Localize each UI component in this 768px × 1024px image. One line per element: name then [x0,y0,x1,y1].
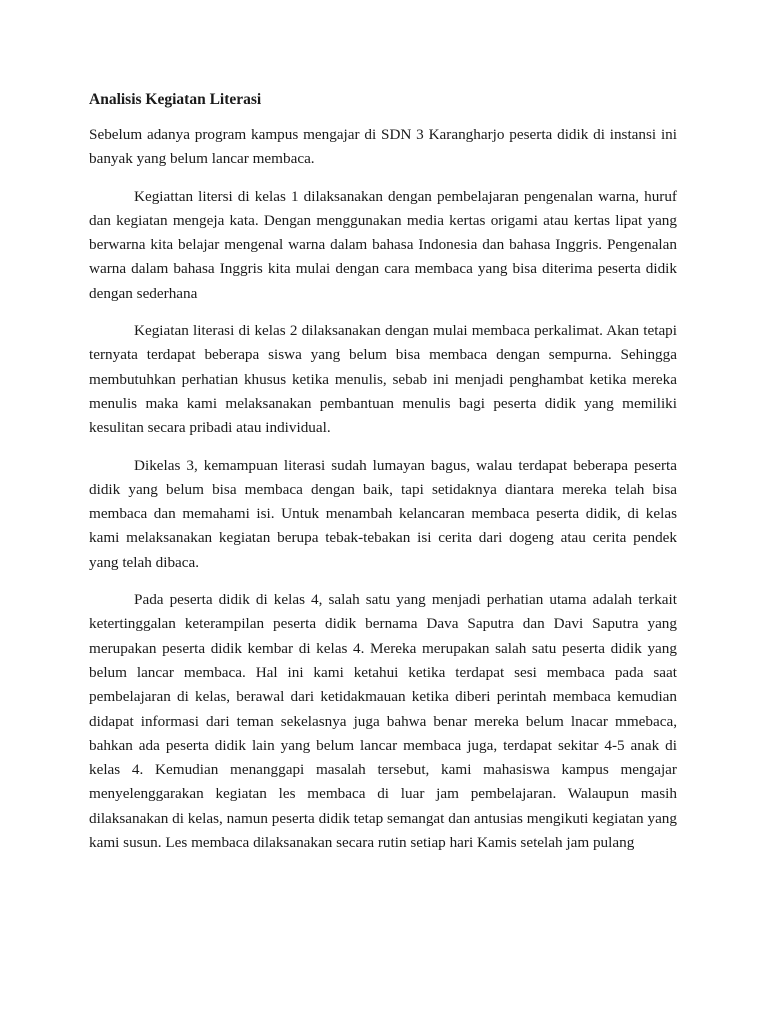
paragraph-kelas-2: Kegiatan literasi di kelas 2 dilaksanakan dengan mulai membaca perkalimat. Akan tetapi ternyata terdapat beberapa siswa yang belum bisa membaca dengan sempurna. Sehingga membutuhkan perhatian khusus ketika menulis, sebab ini menjadi penghambat ketika mereka menulis maka kami melaksanakan pembantuan menulis bagi peserta didik yang memiliki kesulitan secara pribadi atau individual. [89,322,677,437]
document-title: Analisis Kegiatan Literasi [89,91,262,108]
paragraph-kelas-3: Dikelas 3, kemampuan literasi sudah lumayan bagus, walau terdapat beberapa peserta didik yang belum bisa membaca dengan baik, tapi setidaknya diantara mereka telah bisa membaca dan memahami isi. Untuk menambah kelancaran membaca peserta didik, di kelas kami melaksanakan kegiatan berupa tebak-tebakan isi cerita dari dogeng atau cerita pendek yang telah dibaca. [89,456,677,571]
paragraph-kelas-4: Pada peserta didik di kelas 4, salah satu yang menjadi perhatian utama adalah terkait ketertinggalan keterampilan peserta didik bernama Dava Saputra dan Davi Saputra yang merupakan peserta didik kembar di kelas 4. Mereka merupakan salah satu peserta didik yang belum lancar membaca. Hal ini kami ketahui ketika terdapat sesi membaca pada saat pembelajaran di kelas, berawal dari ketidakmauan ketika diberi perintah membaca kemudian didapat informasi dari teman sekelasnya juga bahwa benar mereka belum lnacar mmebaca, bahkan ada peserta didik lain yang belum lancar membaca juga, terdapat sekitar 4-5 anak di kelas 4. Kemudian menanggapi masalah tersebut, kami mahasiswa kampus mengajar menyelenggarakan kegiatan les membaca di luar jam pembelajaran. Walaupun masih dilaksanakan di kelas, namun peserta didik tetap semangat dan antusias mengikuti kegiatan yang kami susun. Les membaca dilaksanakan secara rutin setiap hari Kamis setelah jam pulang [89,591,677,852]
document-page [89,88,677,868]
paragraph-kelas-1: Kegiattan litersi di kelas 1 dilaksanakan dengan pembelajaran pengenalan warna, huruf dan kegiatan mengeja kata. Dengan menggunakan media kertas origami atau kertas lipat yang berwarna kita belajar mengenal warna dalam bahasa Indonesia dan bahasa Inggris. Pengenalan warna dalam bahasa Inggris kita mulai dengan cara membaca yang bisa diterima peserta didik dengan sederhana [89,187,677,302]
paragraph-intro: Sebelum adanya program kampus mengajar di SDN 3 Karangharjo peserta didik di instansi ini banyak yang belum lancar membaca. [89,126,677,168]
